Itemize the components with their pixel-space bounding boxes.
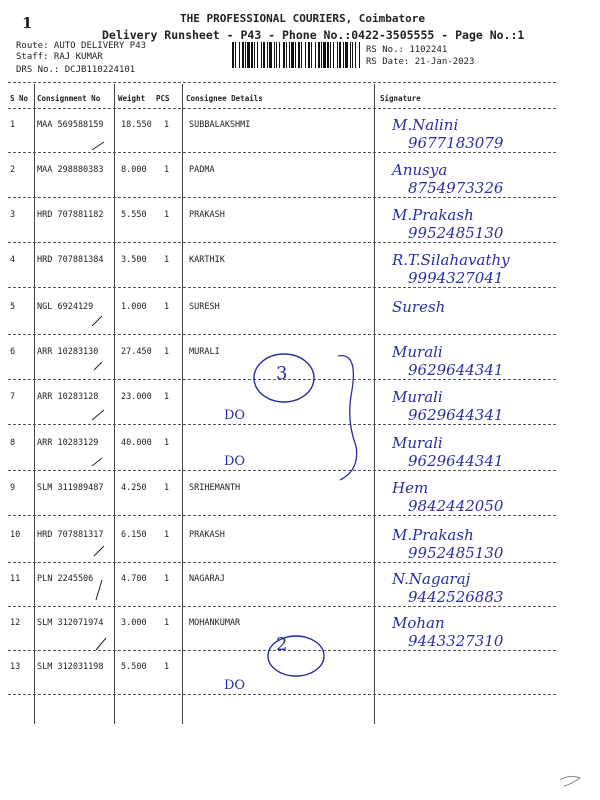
row-pcs: 1 bbox=[164, 438, 170, 448]
row-separator bbox=[8, 470, 556, 471]
row-weight: 1.000 bbox=[121, 302, 147, 312]
row-consignment-no: ARR 10283130 bbox=[37, 347, 99, 357]
row-sno: 1 bbox=[10, 120, 16, 130]
header-rule-top bbox=[8, 82, 556, 83]
row-consignee: PRAKASH bbox=[189, 210, 225, 220]
row-consignee: MOHANKUMAR bbox=[189, 618, 241, 628]
row-consignment-no: ARR 10283128 bbox=[37, 392, 99, 402]
row-separator bbox=[8, 152, 556, 153]
row-weight: 23.000 bbox=[121, 392, 152, 402]
row-sno: 4 bbox=[10, 255, 16, 265]
row-note: DO bbox=[224, 678, 246, 693]
row-note: 3 bbox=[276, 363, 288, 384]
row-pcs: 1 bbox=[164, 483, 170, 493]
row-pcs: 1 bbox=[164, 347, 170, 357]
row-signature-phone: 9994327041 bbox=[408, 269, 504, 287]
row-weight: 18.550 bbox=[121, 120, 152, 130]
row-signature: Hem bbox=[392, 479, 429, 497]
row-separator bbox=[8, 197, 556, 198]
row-pcs: 1 bbox=[164, 302, 170, 312]
row-pcs: 1 bbox=[164, 662, 170, 672]
row-weight: 40.000 bbox=[121, 438, 152, 448]
row-signature: Anusya bbox=[392, 161, 448, 179]
row-signature: Mohan bbox=[392, 614, 445, 632]
row-consignee: KARTHIK bbox=[189, 255, 225, 265]
row-consignee: PRAKASH bbox=[189, 530, 225, 540]
row-signature-phone: 8754973326 bbox=[408, 179, 504, 197]
row-weight: 3.000 bbox=[121, 618, 147, 628]
row-note: DO bbox=[224, 408, 246, 423]
row-separator bbox=[8, 606, 556, 607]
row-signature: Murali bbox=[392, 388, 443, 406]
row-note: DO bbox=[224, 454, 246, 469]
row-weight: 4.250 bbox=[121, 483, 147, 493]
row-weight: 27.450 bbox=[121, 347, 152, 357]
row-pcs: 1 bbox=[164, 120, 170, 130]
row-signature: Suresh bbox=[392, 298, 446, 316]
row-consignee: SURESH bbox=[189, 302, 220, 312]
row-pcs: 1 bbox=[164, 392, 170, 402]
row-separator bbox=[8, 242, 556, 243]
row-signature-phone: 9952485130 bbox=[408, 544, 504, 562]
row-signature-phone: 9677183079 bbox=[408, 134, 504, 152]
row-consignment-no: SLM 312031198 bbox=[37, 662, 104, 672]
row-signature-phone: 9842442050 bbox=[408, 497, 504, 515]
row-sno: 6 bbox=[10, 347, 16, 357]
tick-mark bbox=[94, 362, 102, 370]
row-pcs: 1 bbox=[164, 165, 170, 175]
row-separator bbox=[8, 694, 556, 695]
row-weight: 6.150 bbox=[121, 530, 147, 540]
header-rule-bottom bbox=[8, 108, 556, 109]
row-sno: 9 bbox=[10, 483, 16, 493]
row-pcs: 1 bbox=[164, 618, 170, 628]
row-signature: Murali bbox=[392, 434, 443, 452]
row-pcs: 1 bbox=[164, 255, 170, 265]
row-consignment-no: ARR 10283129 bbox=[37, 438, 99, 448]
row-consignee: SUBBALAKSHMI bbox=[189, 120, 251, 130]
tick-mark bbox=[92, 142, 104, 150]
row-consignment-no: MAA 298880383 bbox=[37, 165, 104, 175]
row-consignee: SRIHEMANTH bbox=[189, 483, 241, 493]
corner-scribble bbox=[560, 776, 580, 786]
row-signature-phone: 9629644341 bbox=[408, 452, 504, 470]
row-signature: M.Prakash bbox=[392, 206, 474, 224]
row-pcs: 1 bbox=[164, 210, 170, 220]
row-signature: M.Nalini bbox=[392, 116, 459, 134]
row-weight: 4.700 bbox=[121, 574, 147, 584]
drs-number: DRS No.: DCJB110224101 bbox=[16, 65, 136, 75]
row-weight: 5.500 bbox=[121, 662, 147, 672]
row-weight: 5.550 bbox=[121, 210, 147, 220]
tick-mark bbox=[96, 638, 106, 650]
row-consignment-no: PLN 2245506 bbox=[37, 574, 94, 584]
row-sno: 12 bbox=[10, 618, 21, 628]
row-sno: 8 bbox=[10, 438, 16, 448]
row-separator bbox=[8, 515, 556, 516]
row-sno: 2 bbox=[10, 165, 16, 175]
row-signature-phone: 9629644341 bbox=[408, 406, 504, 424]
row-consignment-no: HRD 707881317 bbox=[37, 530, 104, 540]
row-separator bbox=[8, 379, 556, 380]
row-separator bbox=[8, 650, 556, 651]
tick-mark bbox=[92, 316, 102, 326]
row-separator bbox=[8, 424, 556, 425]
row-consignee: NAGARAJ bbox=[189, 574, 225, 584]
rs-number: RS No.: 1102241 bbox=[366, 45, 448, 55]
column-divider bbox=[374, 84, 375, 724]
bracket-mark bbox=[338, 356, 357, 480]
row-pcs: 1 bbox=[164, 574, 170, 584]
runsheet-title: Delivery Runsheet - P43 - Phone No.:0422-3505555 - Page No.:1 bbox=[102, 28, 525, 42]
row-signature-phone: 9442526883 bbox=[408, 588, 504, 606]
staff-label: Staff: RAJ KUMAR bbox=[16, 52, 103, 62]
row-signature: R.T.Silahavathy bbox=[392, 251, 510, 269]
row-consignment-no: HRD 707881384 bbox=[37, 255, 104, 265]
row-sno: 11 bbox=[10, 574, 21, 584]
col-header-weight: Weight bbox=[118, 94, 146, 103]
row-signature-phone: 9952485130 bbox=[408, 224, 504, 242]
row-separator bbox=[8, 287, 556, 288]
col-header-signature: Signature bbox=[380, 94, 421, 103]
row-weight: 8.000 bbox=[121, 165, 147, 175]
row-consignee: PADMA bbox=[189, 165, 215, 175]
row-signature: Murali bbox=[392, 343, 443, 361]
tick-mark bbox=[96, 580, 102, 600]
column-divider bbox=[34, 84, 35, 724]
row-consignment-no: HRD 707881182 bbox=[37, 210, 104, 220]
company-title: THE PROFESSIONAL COURIERS, Coimbatore bbox=[180, 12, 426, 25]
row-signature-phone: 9443327310 bbox=[408, 632, 504, 650]
row-separator bbox=[8, 334, 556, 335]
col-header-sno: S No bbox=[10, 94, 29, 103]
row-sno: 5 bbox=[10, 302, 16, 312]
row-signature-phone: 9629644341 bbox=[408, 361, 504, 379]
tick-mark bbox=[94, 546, 104, 556]
row-signature: N.Nagaraj bbox=[392, 570, 471, 588]
rs-date: RS Date: 21-Jan-2023 bbox=[366, 57, 475, 67]
route-label: Route: AUTO DELIVERY P43 bbox=[16, 41, 147, 51]
row-consignment-no: SLM 311989487 bbox=[37, 483, 104, 493]
row-sno: 7 bbox=[10, 392, 16, 402]
column-divider bbox=[114, 84, 115, 724]
tick-mark bbox=[92, 458, 102, 466]
col-header-consignee: Consignee Details bbox=[186, 94, 263, 103]
col-header-pcs: PCS bbox=[156, 94, 170, 103]
row-separator bbox=[8, 562, 556, 563]
row-weight: 3.500 bbox=[121, 255, 147, 265]
row-consignment-no: MAA 569588159 bbox=[37, 120, 104, 130]
row-consignment-no: SLM 312071974 bbox=[37, 618, 104, 628]
row-note: 2 bbox=[276, 634, 288, 655]
tick-mark bbox=[92, 410, 104, 420]
handwritten-page-mark: 1 bbox=[22, 14, 33, 32]
row-consignee: MURALI bbox=[189, 347, 220, 357]
row-sno: 3 bbox=[10, 210, 16, 220]
barcode bbox=[232, 42, 360, 68]
row-sno: 10 bbox=[10, 530, 21, 540]
col-header-consignment: Consignment No bbox=[37, 94, 101, 103]
row-sno: 13 bbox=[10, 662, 21, 672]
row-signature: M.Prakash bbox=[392, 526, 474, 544]
column-divider bbox=[182, 84, 183, 724]
row-consignment-no: NGL 6924129 bbox=[37, 302, 94, 312]
row-pcs: 1 bbox=[164, 530, 170, 540]
